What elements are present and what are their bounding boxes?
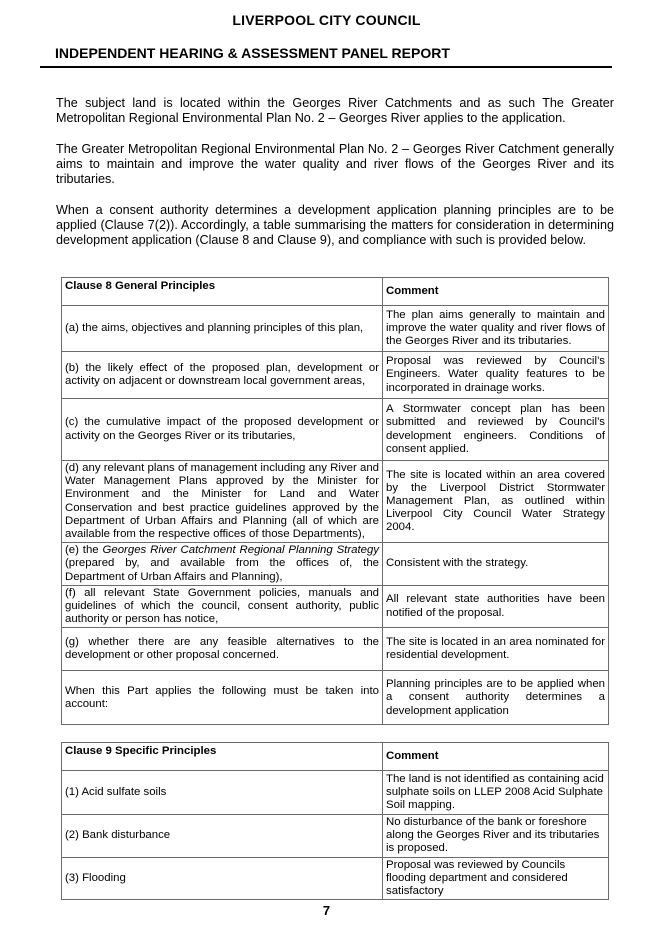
table-header-row (62, 743, 609, 771)
principle-text: (e) the (65, 544, 103, 557)
table-row (62, 399, 609, 461)
paragraph-2: The Greater Metropolitan Regional Environmental Plan No. 2 – Georges River Catchment generally aims to maintain and improve the water quality and river flows of the Georges River and its tributaries. (56, 142, 614, 186)
table-row (62, 857, 609, 900)
table-row (62, 771, 609, 815)
comment-cell: The site is located within an area covered by the Liverpool District Stormwater Management Plan, as outlined within Liverpool City Council Water Strategy 2004. (383, 461, 609, 543)
comment-cell: Planning principles are to be applied when a consent authority determines a development application (383, 671, 609, 725)
clause-8-header: Clause 8 General Principles (62, 278, 383, 306)
table-row (62, 352, 609, 399)
comment-cell: A Stormwater concept plan has been submitted and reviewed by Council’s development engineers. Conditions of consent applied. (383, 399, 609, 461)
principle-cell: (a) the aims, objectives and planning principles of this plan, (62, 306, 383, 352)
report-title: INDEPENDENT HEARING & ASSESSMENT PANEL REPORT (55, 45, 450, 61)
comment-cell: Proposal was reviewed by Councils flooding department and considered satisfactory (383, 857, 609, 900)
comment-header: Comment (383, 278, 609, 306)
table-header-row (62, 278, 609, 306)
paragraph-3: When a consent authority determines a development application planning principles are to be applied (Clause 7(2)). Accordingly, a table summarising the matters for consideration in determining development application (Clause 8 and Clause 9), and compliance with such is provided below. (56, 203, 614, 247)
clause-9-table (61, 742, 609, 900)
principle-cell: (3) Flooding (62, 857, 383, 900)
clause-8-table (61, 277, 609, 725)
comment-cell: Consistent with the strategy. (383, 543, 609, 586)
table-row (62, 306, 609, 352)
principle-cell (62, 543, 383, 586)
council-name: LIVERPOOL CITY COUNCIL (232, 12, 421, 28)
table-row (62, 543, 609, 586)
comment-cell: No disturbance of the bank or foreshore along the Georges River and its tributaries is proposed. (383, 815, 609, 858)
principle-cell: When this Part applies the following must be taken into account: (62, 671, 383, 725)
principle-cell: (g) whether there are any feasible alternatives to the development or other proposal concerned. (62, 628, 383, 671)
header-divider (40, 66, 612, 68)
page-number: 7 (322, 903, 331, 918)
strategy-title: Georges River Catchment Regional Planning Strategy (102, 544, 379, 557)
comment-cell: The site is located in an area nominated for residential development. (383, 628, 609, 671)
principle-text: (prepared by, and available from the offices of, the Department of Urban Affairs and Planning), (65, 557, 379, 583)
table-row (62, 671, 609, 725)
table-row (62, 815, 609, 858)
table-row (62, 585, 609, 628)
principle-cell: (2) Bank disturbance (62, 815, 383, 858)
table-row (62, 628, 609, 671)
paragraph-1: The subject land is located within the Georges River Catchments and as such The Greater Metropolitan Regional Environmental Plan No. 2 – Georges River applies to the application. (56, 96, 614, 125)
principle-cell: (d) any relevant plans of management including any River and Water Management Plans approved by the Minister for Environment and the Minister for Land and Water Conservation and best practice guidelines approved by the Department of Urban Affairs and Planning (all of which are available from the respective offices of those Departments), (62, 461, 383, 543)
table-row (62, 461, 609, 543)
principle-cell: (1) Acid sulfate soils (62, 771, 383, 815)
principle-cell: (f) all relevant State Government policies, manuals and guidelines of which the council, consent authority, public authority or person has notice, (62, 585, 383, 628)
comment-header: Comment (383, 743, 609, 771)
principle-cell: (b) the likely effect of the proposed plan, development or activity on adjacent or downstream local government areas, (62, 352, 383, 399)
comment-cell: Proposal was reviewed by Council’s Engineers. Water quality features to be incorporated in drainage works. (383, 352, 609, 399)
comment-cell: The plan aims generally to maintain and improve the water quality and river flows of the Georges River and its tributaries. (383, 306, 609, 352)
principle-cell: (c) the cumulative impact of the proposed development or activity on the Georges River or its tributaries, (62, 399, 383, 461)
clause-9-header: Clause 9 Specific Principles (62, 743, 383, 771)
comment-cell: All relevant state authorities have been notified of the proposal. (383, 585, 609, 628)
comment-cell: The land is not identified as containing acid sulphate soils on LLEP 2008 Acid Sulphate Soil mapping. (383, 771, 609, 815)
